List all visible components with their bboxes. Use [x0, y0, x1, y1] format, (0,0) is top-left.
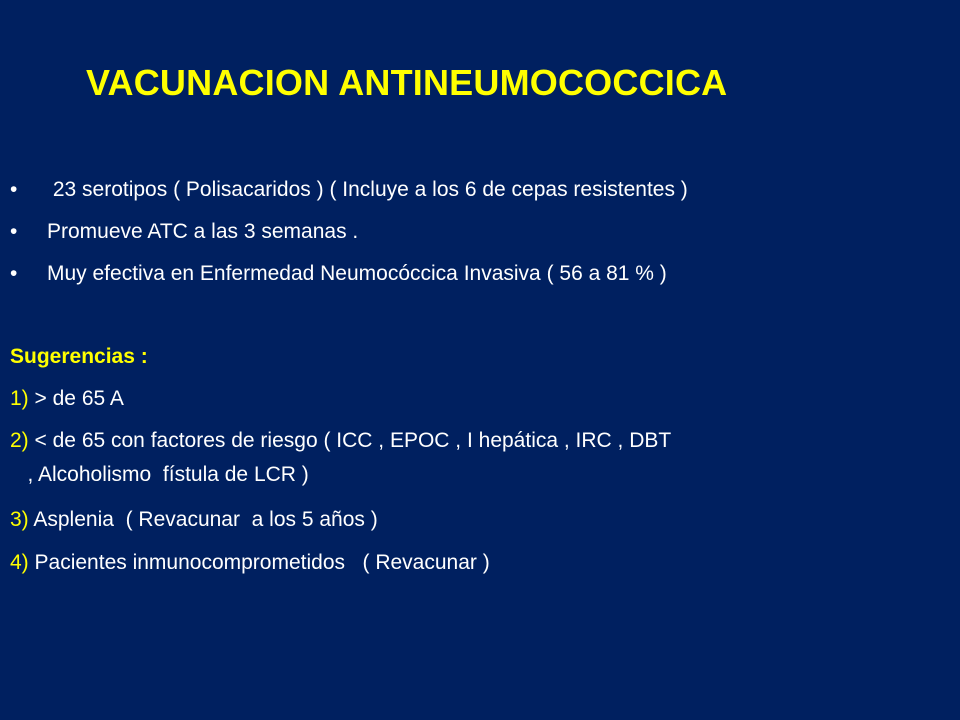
bullet-text: Promueve ATC a las 3 semanas . [47, 220, 359, 243]
slide-title: VACUNACION ANTINEUMOCOCCICA [86, 62, 728, 103]
bullet-item [10, 256, 950, 298]
bullet-dot: • [10, 220, 18, 243]
bullet-item [10, 172, 950, 214]
suggestion-item-2-continuation: , Alcoholismo fístula de LCR ) [10, 463, 309, 486]
item-text: Asplenia ( Revacunar a los 5 años ) [28, 508, 378, 531]
bullet-item [10, 214, 950, 256]
bullet-dot: • [10, 262, 18, 285]
item-number: 2) [10, 429, 29, 452]
item-text: > de 65 A [28, 387, 124, 410]
bullet-text: 23 serotipos ( Polisacaridos ) ( Incluye a los 6 de cepas resistentes ) [47, 178, 688, 201]
suggestion-item-1 [10, 384, 124, 414]
suggestion-item-3 [10, 505, 378, 535]
bullet-list [10, 172, 950, 298]
suggestions-title: Sugerencias : [10, 345, 148, 368]
bullet-text: Muy efectiva en Enfermedad Neumocóccica Invasiva ( 56 a 81 % ) [47, 262, 667, 285]
suggestion-item-4 [10, 548, 490, 578]
item-number: 1) [10, 387, 29, 410]
item-text: Pacientes inmunocomprometidos ( Revacunar ) [28, 551, 490, 574]
item-number: 4) [10, 551, 29, 574]
item-text: < de 65 con factores de riesgo ( ICC , EPOC , I hepática , IRC , DBT [28, 429, 672, 452]
bullet-dot: • [10, 178, 18, 201]
item-number: 3) [10, 508, 29, 531]
suggestion-item-2 [10, 426, 671, 456]
